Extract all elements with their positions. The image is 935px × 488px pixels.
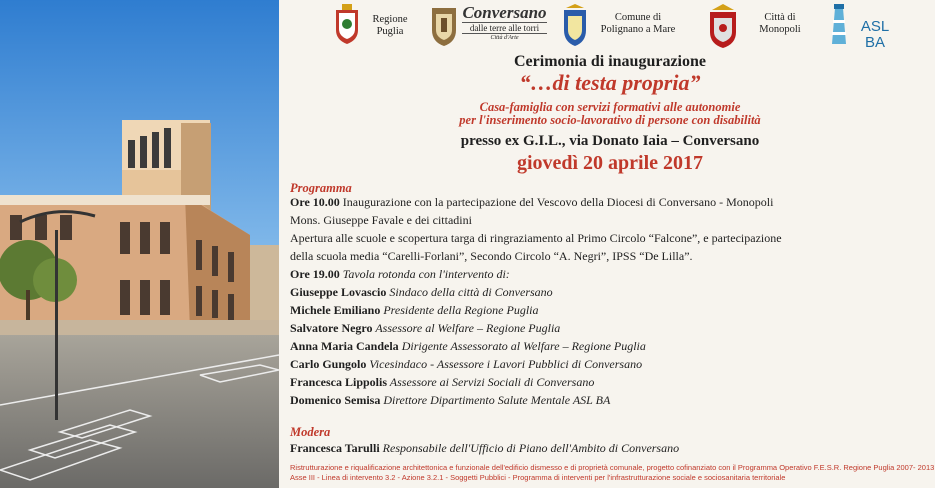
modera-heading: Modera: [290, 425, 331, 439]
speaker-name: Giuseppe Lovascio: [290, 285, 387, 299]
programma-line: [290, 267, 930, 282]
speaker-name: Domenico Semisa: [290, 393, 381, 407]
speaker-row: [290, 285, 930, 300]
speaker-row: [290, 393, 930, 408]
speaker-row: [290, 321, 930, 336]
speaker-row: [290, 303, 930, 318]
event-subtitle: [290, 101, 930, 127]
event-place: presso ex G.I.L., via Donato Iaia – Conversano: [460, 133, 760, 149]
conversano-brand: Conversano dalle terre alle torri Città d'Arte: [462, 3, 547, 41]
conversano-crest-icon: [430, 4, 458, 51]
programma-line: [290, 195, 930, 210]
moderator-role: Responsabile dell'Ufficio di Piano dell'Ambito di Conversano: [379, 441, 680, 455]
polignano-crest-icon: [562, 4, 588, 51]
event-subtitle-line-2: per l'inserimento socio-lavorativo di persone con disabilità: [459, 113, 761, 127]
event-title: “…di testa propria”: [519, 70, 701, 95]
program-text: Inaugurazione con la partecipazione del Vescovo della Diocesi di Conversano - Monopoli: [339, 195, 774, 209]
funding-footer: [290, 463, 935, 483]
regione-puglia-label: Regione Puglia: [372, 14, 408, 37]
program-text: Tavola rotonda con l'intervento di:: [339, 267, 510, 281]
speaker-role: Assessore al Welfare – Regione Puglia: [372, 321, 561, 335]
program-time: Ore 19.00: [290, 267, 340, 281]
speaker-role: Direttore Dipartimento Salute Mentale ASL BA: [380, 393, 611, 407]
building-photo: [0, 0, 279, 488]
regione-puglia-crest-icon: [334, 4, 360, 49]
speaker-role: Vicesindaco - Assessore i Lavori Pubblici di Conversano: [366, 357, 643, 371]
event-subtitle-line-1: Casa-famiglia con servizi formativi alle autonomie: [479, 100, 741, 114]
programma-line: della scuola media “Carelli-Forlani”, Secondo Circolo “A. Negri”, IPSS “De Lilla”.: [290, 249, 693, 263]
asl-ba-lighthouse-icon: [828, 4, 850, 51]
programma-line: Apertura alle scuole e scopertura targa di ringraziamento al Primo Circolo “Falcone”, e partecipazione: [290, 231, 782, 245]
asl-ba-brand: ASL BA: [860, 18, 890, 51]
program-time: Ore 10.00: [290, 195, 340, 209]
speaker-name: Francesca Lippolis: [290, 375, 388, 389]
event-date: giovedì 20 aprile 2017: [516, 152, 704, 174]
speaker-row: [290, 375, 930, 390]
moderator-row: [290, 441, 930, 456]
monopoli-crest-icon: [706, 4, 740, 53]
ceremony-heading: Cerimonia di inaugurazione: [513, 53, 706, 70]
polignano-label: Comune di Polignano a Mare: [600, 12, 676, 35]
programma-heading: Programma: [290, 181, 352, 195]
programma-line: Mons. Giuseppe Favale e dei cittadini: [290, 213, 472, 227]
moderator-name: Francesca Tarulli: [290, 441, 380, 455]
monopoli-label: Città di Monopoli: [759, 12, 801, 35]
speaker-name: Salvatore Negro: [290, 321, 373, 335]
speaker-role: Presidente della Regione Puglia: [380, 303, 539, 317]
speaker-name: Anna Maria Candela: [290, 339, 399, 353]
speaker-name: Michele Emiliano: [290, 303, 381, 317]
speaker-name: Carlo Gungolo: [290, 357, 367, 371]
footer-line-2: Asse III - Linea di intervento 3.2 - Azione 3.2.1 - Soggetti Pubblici - Programma di interventi per l'infrastrutturazione sociale e sociosanitaria territoriale: [290, 473, 786, 482]
speaker-row: [290, 339, 930, 354]
speaker-role: Sindaco della città di Conversano: [386, 285, 553, 299]
speaker-role: Dirigente Assessorato al Welfare – Regione Puglia: [398, 339, 646, 353]
header-logos: [330, 4, 930, 50]
speaker-row: [290, 357, 930, 372]
footer-line-1: Ristrutturazione e riqualificazione architettonica e funzionale dell'edificio dismesso e di proprietà comunale, progetto cofinanziato con il Programma Operativo F.E.S.R. Regione Puglia 2007- 2013: [290, 463, 935, 472]
speaker-role: Assessore ai Servizi Sociali di Conversano: [387, 375, 595, 389]
